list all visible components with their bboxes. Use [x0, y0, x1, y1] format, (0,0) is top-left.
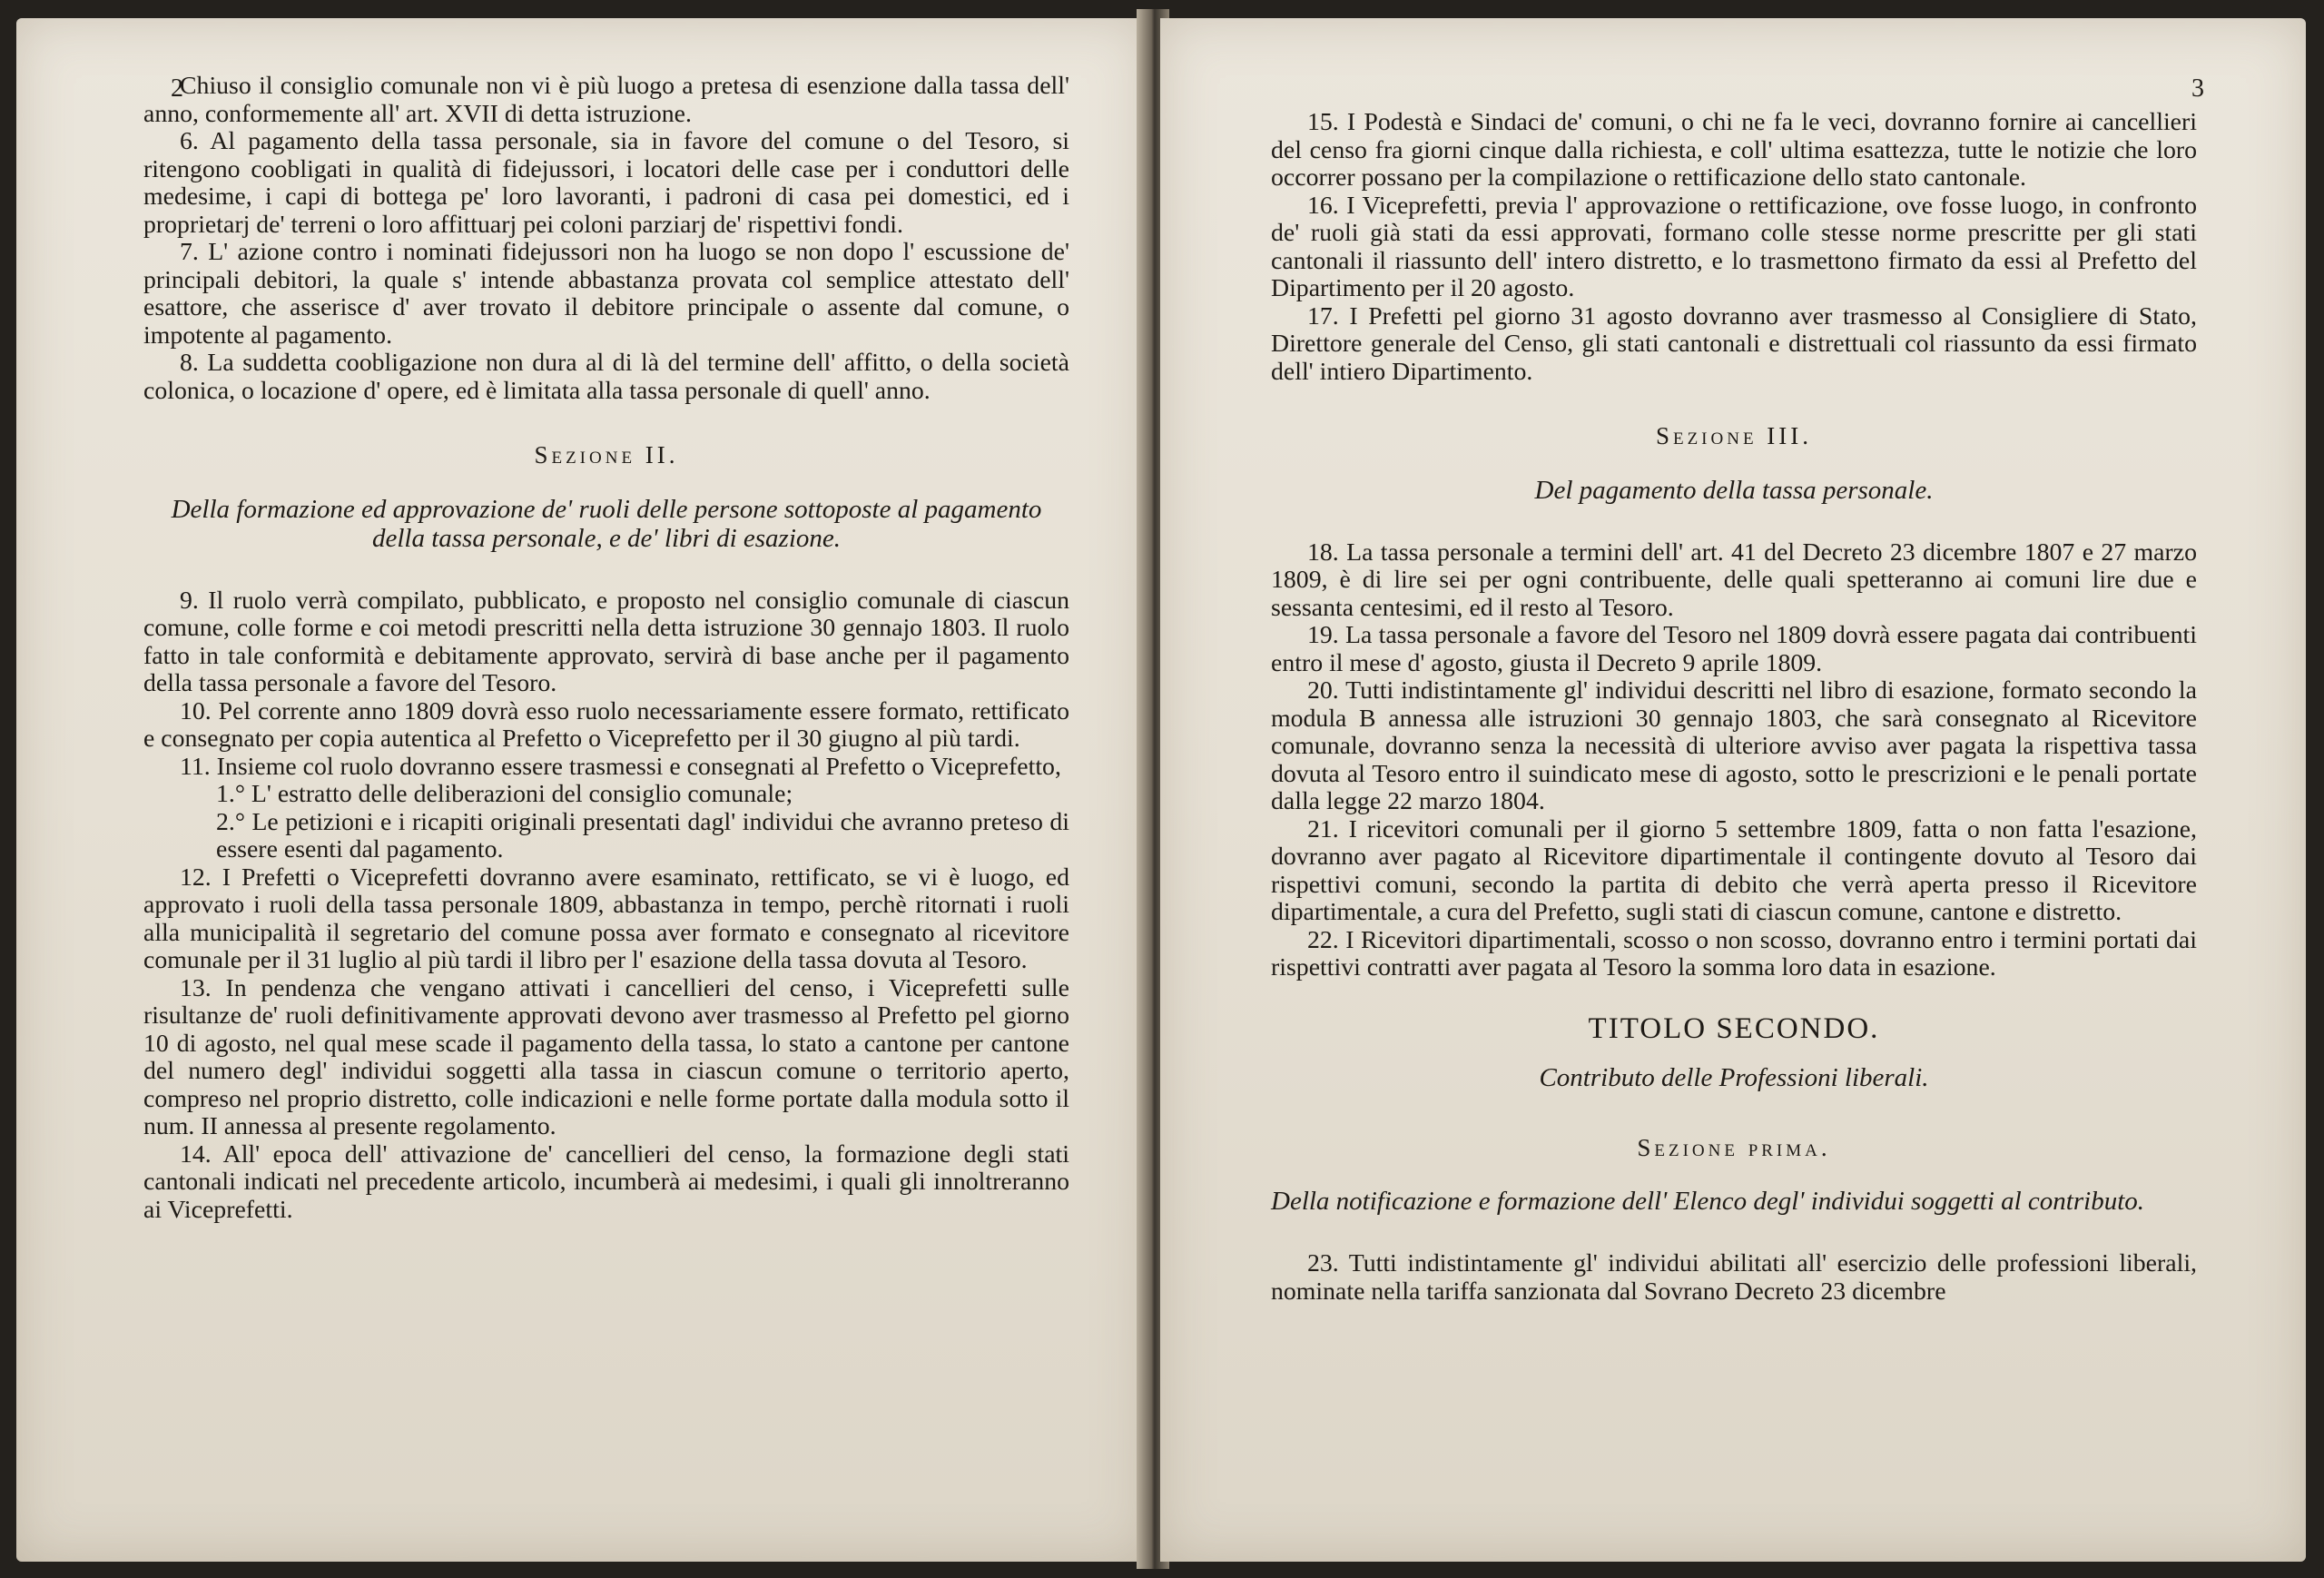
- paragraph: 7. L' azione contro i nominati fidejussori non ha luogo se non dopo l' escussione de' principali debitori, la quale s' intende abbastanza provata col semplice attestato dell' esattore, che asserisce d' aver trovato il debitore principale o assente dal comune, o impotente al pagamento.: [143, 238, 1069, 350]
- section-title: Della notificazione e formazione dell' Elenco degl' individui soggetti al contributo.: [1271, 1187, 2145, 1216]
- paragraph: 12. I Prefetti o Viceprefetti dovranno avere esaminato, rettificato, se vi è luogo, ed approvato i ruoli della tassa personale 1809, abbastanza in tempo, perchè ritornati i ruoli alla municipalità il segretario del comune possa aver formato e consegnato al ricevitore comunale per il 31 luglio al più tardi il libro per l' esazione della tassa dovuta al Tesoro.: [143, 863, 1069, 974]
- section-heading: Sezione prima.: [1637, 1133, 1831, 1161]
- paragraph: 16. I Viceprefetti, previa l' approvazione o rettificazione, ove fosse luogo, in confronto de' ruoli già stati da essi approvati, formano colle stesse norme prescritte per gli stati cantonali il riassunto dell' intero distretto, e lo trasmettono firmato da essi al Prefetto del Dipartimento per il 20 agosto.: [1271, 191, 2197, 302]
- page-number: 2: [171, 74, 183, 103]
- paragraph: 13. In pendenza che vengano attivati i cancellieri del censo, i Viceprefetti sulle risultanze de' ruoli definitivamente approvati devono aver trasmesso al Prefetto pel giorno 10 di agosto, nel qual mese scade il pagamento della tassa, lo stato a cantone per cantone del numero degl' individui soggetti alla tassa in ciascun comune o territorio aperto, compreso nel proprio distretto, colle indicazioni e nelle forme portate dalla modula sotto il num. II annessa al presente regolamento.: [143, 973, 1069, 1140]
- paragraph: 9. Il ruolo verrà compilato, pubblicato, e proposto nel consiglio comunale di ciascun comune, colle forme e coi metodi prescritti nella detta istruzione 30 gennajo 1803. Il ruolo fatto in tale conformità e debitamente approvato, servirà di base anche per il pagamento della tassa personale a favore del Tesoro.: [143, 586, 1069, 697]
- paragraph: 20. Tutti indistintamente gl' individui descritti nel libro di esazione, formato secondo la modula B annessa alle istruzioni 30 gennajo 1803, che sarà consegnato al Ricevitore comunale, dovranno senza la necessità di ulteriore avviso aver pagata la rispettiva tassa dovuta al Tesoro entro il suindicato mese di agosto, sotto le prescrizioni e le penali portate dalla legge 22 marzo 1804.: [1271, 676, 2197, 815]
- paragraph: 22. I Ricevitori dipartimentali, scosso o non scosso, dovranno entro i termini portati dai rispettivi contratti aver pagata al Tesoro la somma loro data in esazione.: [1271, 925, 2197, 981]
- list-item: 2.° Le petizioni e i ricapiti originali presentati dagl' individui che avranno preteso di essere esenti dal pagamento.: [216, 807, 1069, 863]
- paragraph: Chiuso il consiglio comunale non vi è più luogo a pretesa di esenzione dalla tassa dell' anno, conformemente all' art. XVII di detta istruzione.: [143, 72, 1069, 128]
- paragraph: 8. La suddetta coobligazione non dura al di là del termine dell' affitto, o della società colonica, o locazione d' opere, ed è limitata alla tassa personale di quell' anno.: [143, 349, 1069, 405]
- section-title: Della formazione ed approvazione de' ruoli delle persone sottoposte al pagamento della tassa personale, e de' libri di esazione.: [171, 494, 1042, 553]
- paragraph: 10. Pel corrente anno 1809 dovrà esso ruolo necessariamente essere formato, rettificato e consegnato per copia autentica al Prefetto o Viceprefetto per il 30 giugno al più tardi.: [143, 696, 1069, 753]
- title-heading: TITOLO SECONDO.: [1588, 1011, 1880, 1045]
- section-heading: Sezione II.: [534, 441, 679, 468]
- paragraph: 14. All' epoca dell' attivazione de' cancellieri del censo, la formazione degli stati cantonali indicati nel precedente articolo, incumberà ai medesimi, i quali gli innoltreranno ai Viceprefetti.: [143, 1139, 1069, 1224]
- right-text-column: [1271, 109, 2197, 1306]
- paragraph: 21. I ricevitori comunali per il giorno 5 settembre 1809, fatta o non fatta l'esazione, dovranno aver pagato al Ricevitore dipartimentale il contingente dovuto al Tesoro dai rispettivi comuni, secondo la partita di debito che verrà aperta presso il Ricevitore dipartimentale, a cura del Prefetto, sugli stati di ciascun comune, cantone e distretto.: [1271, 814, 2197, 926]
- right-page: [1160, 18, 2306, 1562]
- list-item: 1.° L' estratto delle deliberazioni del consiglio comunale;: [216, 780, 793, 808]
- title-subheading: Contributo delle Professioni liberali.: [1539, 1063, 1929, 1092]
- paragraph: 6. Al pagamento della tassa personale, sia in favore del comune o del Tesoro, si ritengono coobligati in qualità di fidejussori, i locatori delle case per i conduttori delle medesime, i capi di bottega pe' loro lavoranti, i padroni di casa pei domestici, ed i proprietarj de' terreni o loro affittuarj pei coloni parziarj de' rispettivi fondi.: [143, 127, 1069, 239]
- paragraph: 15. I Podestà e Sindaci de' comuni, o chi ne fa le veci, dovranno fornire ai cancellieri del censo fra giorni cinque dalla richiesta, e coll' ultima esattezza, tutte le notizie che loro occorrer possano per la compilazione o rettificazione dello stato cantonale.: [1271, 108, 2197, 192]
- left-text-column: [143, 73, 1069, 1224]
- left-page: [16, 18, 1147, 1562]
- page-number: 3: [2191, 74, 2204, 103]
- section-heading: Sezione III.: [1655, 422, 1813, 449]
- paragraph: 17. I Prefetti pel giorno 31 agosto dovranno aver trasmesso al Consigliere di Stato, Direttore generale del Censo, gli stati cantonali e distrettuali col riassunto da essi firmato dell' intiero Dipartimento.: [1271, 301, 2197, 386]
- section-title: Del pagamento della tassa personale.: [1534, 475, 1934, 505]
- paragraph: 11. Insieme col ruolo dovranno essere trasmessi e consegnati al Prefetto o Viceprefetto,: [180, 752, 1061, 781]
- paragraph: 19. La tassa personale a favore del Tesoro nel 1809 dovrà essere pagata dai contribuenti entro il mese d' agosto, giusta il Decreto 9 aprile 1809.: [1271, 621, 2197, 677]
- paragraph: 18. La tassa personale a termini dell' art. 41 del Decreto 23 dicembre 1807 e 27 marzo 1809, è di lire sei per ogni contribuente, delle quali spetteranno ai comuni lire due e sessanta centesimi, ed il resto al Tesoro.: [1271, 538, 2197, 622]
- paragraph: 23. Tutti indistintamente gl' individui abilitati all' esercizio delle professioni liberali, nominate nella tariffa sanzionata dal Sovrano Decreto 23 dicembre: [1271, 1249, 2197, 1306]
